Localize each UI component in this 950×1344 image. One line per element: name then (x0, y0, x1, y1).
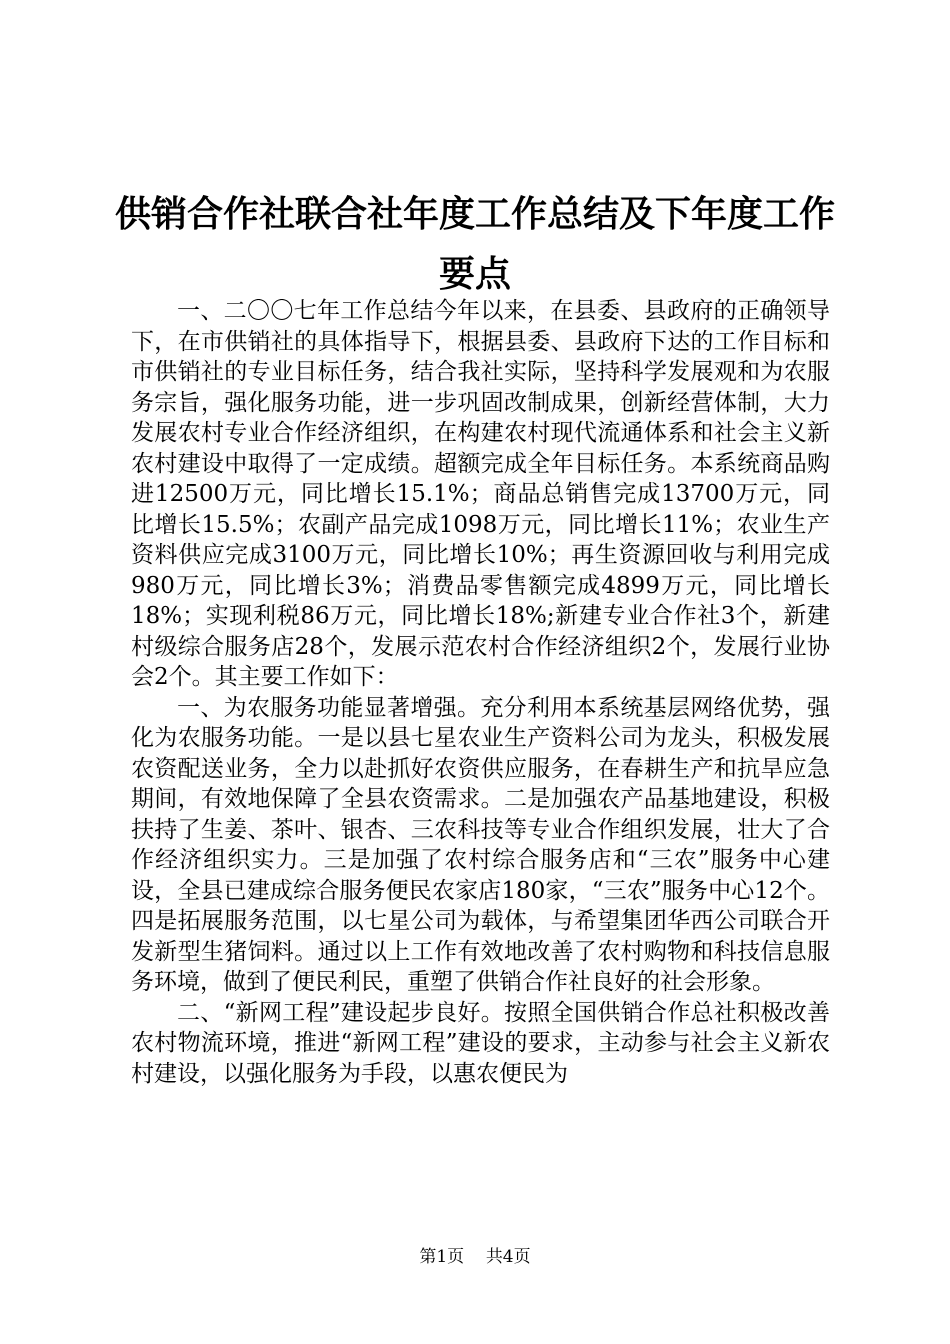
paragraph-new-network-project: 二、“新网工程”建设起步良好。按照全国供销合作总社积极改善农村物流环境，推进“新网工程”建设的要求，主动参与社会主义新农村建设，以强化服务为手段，以惠农便民为 (131, 999, 830, 1087)
document-body (131, 296, 830, 1089)
page-number-total: 共4页 (485, 1247, 531, 1267)
paragraph-summary: 一、二〇〇七年工作总结今年以来，在县委、县政府的正确领导下，在市供销社的具体指导下，根据县委、县政府下达的工作目标和市供销社的专业目标任务，结合我社实际，坚持科学发展观和为农服务宗旨，强化服务功能，进一步巩固改制成果，创新经营体制，大力发展农村专业合作经济组织，在构建农村现代流通体系和社会主义新农村建设中取得了一定成绩。超额完成全年目标任务。本系统商品购进12500万元，同比增长15.1%；商品总销售完成13700万元，同比增长15.5%；农副产品完成1098万元，同比增长11%；农业生产资料供应完成3100万元，同比增长10%；再生资源回收与利用完成980万元，同比增长3%；消费品零售额完成4899万元，同比增长18%；实现利税86万元，同比增长18%;新建专业合作社3个，新建村级综合服务店28个，发展示范农村合作经济组织2个，发展行业协会2个。其主要工作如下： (131, 298, 830, 690)
document-title-line-2: 要点 (438, 254, 511, 295)
page-footer (0, 1242, 950, 1267)
footer-separator (470, 1247, 481, 1267)
page-number-current: 第1页 (419, 1247, 465, 1267)
paragraph-service-function: 一、为农服务功能显著增强。充分利用本系统基层网络优势，强化为农服务功能。一是以县七星农业生产资料公司为龙头，积极发展农资配送业务，全力以赴抓好农资供应服务，在春耕生产和抗旱应急期间，有效地保障了全县农资需求。二是加强农产品基地建设，积极扶持了生姜、茶叶、银杏、三农科技等专业合作组织发展，壮大了合作经济组织实力。三是加强了农村综合服务店和“三农”服务中心建设，全县已建成综合服务便民农家店180家，“三农”服务中心12个。四是拓展服务范围，以七星公司为载体，与希望集团华西公司联合开发新型生猪饲料。通过以上工作有效地改善了农村购物和科技信息服务环境，做到了便民利民，重塑了供销合作社良好的社会形象。 (131, 694, 830, 995)
document-title-line-1: 供销合作社联合社年度工作总结及下年度工作 (114, 194, 835, 235)
